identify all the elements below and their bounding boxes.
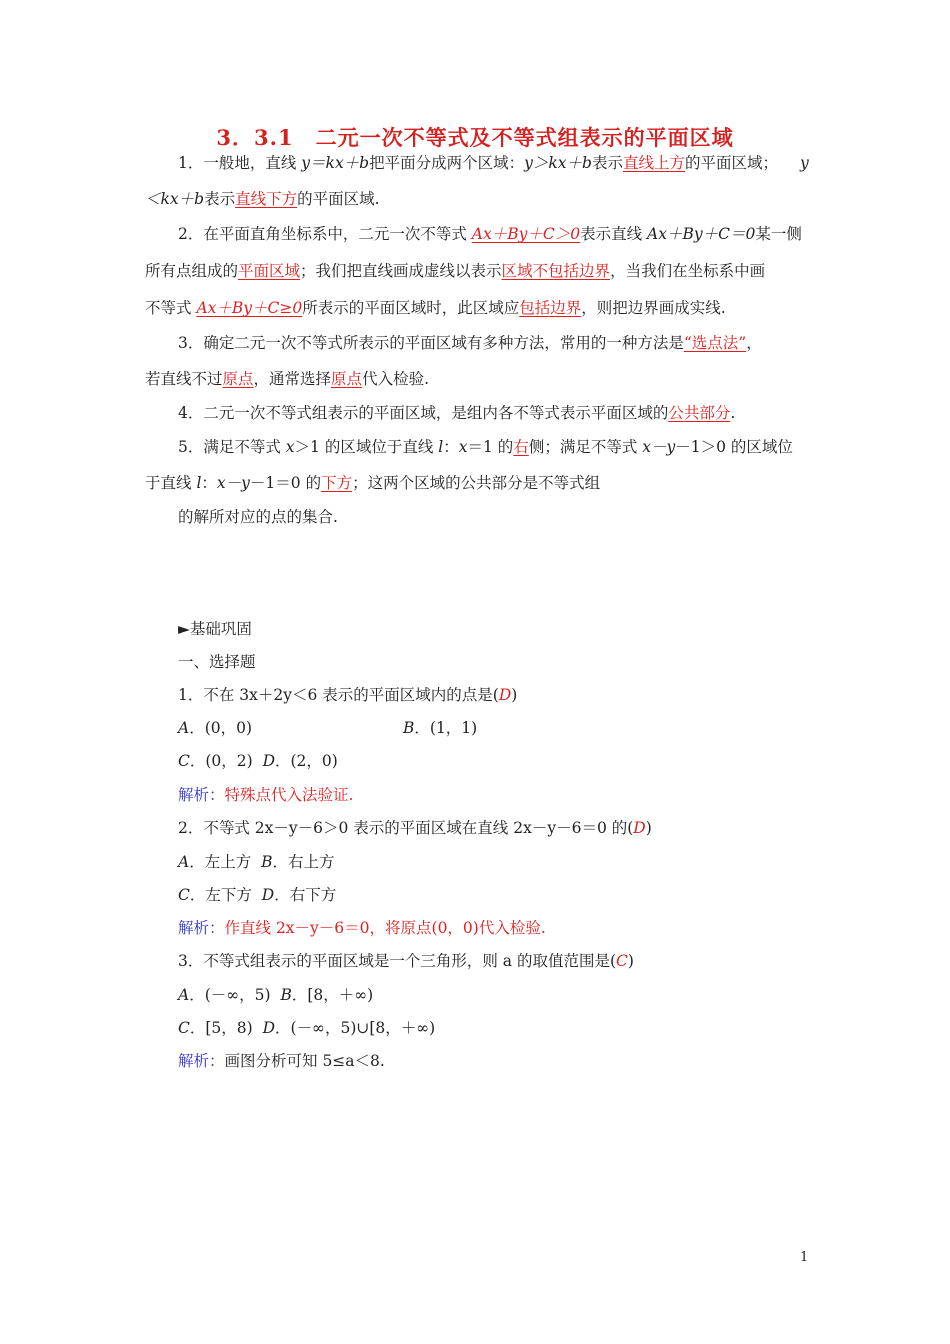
question-1-stem: 1．不在 3x＋2y＜6 表示的平面区域内的点是(D)	[178, 686, 518, 704]
intro-p5-line2: 于直线 l：x－y－1＝0 的下方；这两个区域的公共部分是不等式组	[145, 474, 601, 492]
question-2-stem: 2．不等式 2x－y－6＞0 表示的平面区域在直线 2x－y－6＝0 的(D)	[178, 819, 652, 837]
question-1-answer: D	[498, 686, 512, 704]
intro-p2-line3: 不等式 Ax＋By＋C≥0所表示的平面区域时，此区域应包括边界，则把边界画成实线.	[145, 299, 726, 317]
q1-option-c-d: C．(0，2) D．(2，0)	[178, 752, 338, 770]
q1-option-b: B．(1，1)	[403, 719, 478, 737]
intro-p1-line1: 1．一般地，直线 y＝kx＋b把平面分成两个区域：y＞kx＋b表示直线上方的平面区域； y	[178, 154, 809, 172]
page-number: 1	[800, 1250, 809, 1265]
intro-p2-line2: 所有点组成的平面区域；我们把直线画成虚线以表示区域不包括边界，当我们在坐标系中画	[145, 262, 766, 280]
q3-analysis: 解析：画图分析可知 5≤a＜8.	[178, 1052, 385, 1070]
question-3-answer: C	[616, 952, 628, 970]
subsection-heading: 一、选择题	[178, 653, 256, 671]
intro-p3-line2: 若直线不过原点，通常选择原点代入检验.	[145, 370, 429, 388]
question-2-answer: D	[633, 819, 646, 837]
q2-option-c-d: C．左下方 D．右下方	[178, 886, 337, 904]
question-3-stem: 3．不等式组表示的平面区域是一个三角形，则 a 的取值范围是(C)	[178, 952, 634, 970]
answer-below-line: 直线下方	[235, 190, 298, 208]
q3-option-c-d: C．[5，8) D．(－∞，5)∪[8，＋∞)	[178, 1019, 436, 1037]
intro-p5-line1: 5．满足不等式 x＞1 的区域位于直线 l：x＝1 的右侧；满足不等式 x－y－1＞0 的区域位	[178, 438, 793, 456]
section-heading: ►基础巩固	[178, 620, 252, 638]
q1-analysis: 解析：特殊点代入法验证.	[178, 786, 354, 804]
page-title: 3．3.1 二元一次不等式及不等式组表示的平面区域	[216, 125, 734, 150]
intro-p2-line1: 2．在平面直角坐标系中，二元一次不等式 Ax＋By＋C＞0表示直线 Ax＋By＋C＝0某一侧	[178, 225, 802, 243]
intro-p3-line1: 3．确定二元一次不等式所表示的平面区域有多种方法，常用的一种方法是“选点法”，	[178, 334, 762, 352]
intro-p1-line2: ＜kx＋b表示直线下方的平面区域.	[145, 190, 380, 208]
q2-option-a-b: A．左上方 B．右上方	[178, 853, 335, 871]
answer-above-line: 直线上方	[622, 154, 685, 172]
q3-option-a-b: A．(－∞，5) B．[8，＋∞)	[178, 986, 374, 1004]
q1-option-a: A．(0，0)	[178, 719, 253, 737]
intro-p4: 4．二元一次不等式组表示的平面区域，是组内各不等式表示平面区域的公共部分.	[178, 404, 736, 422]
q2-analysis: 解析：作直线 2x－y－6＝0，将原点(0，0)代入检验.	[178, 919, 546, 937]
intro-p5-line3: 的解所对应的点的集合.	[178, 508, 338, 526]
